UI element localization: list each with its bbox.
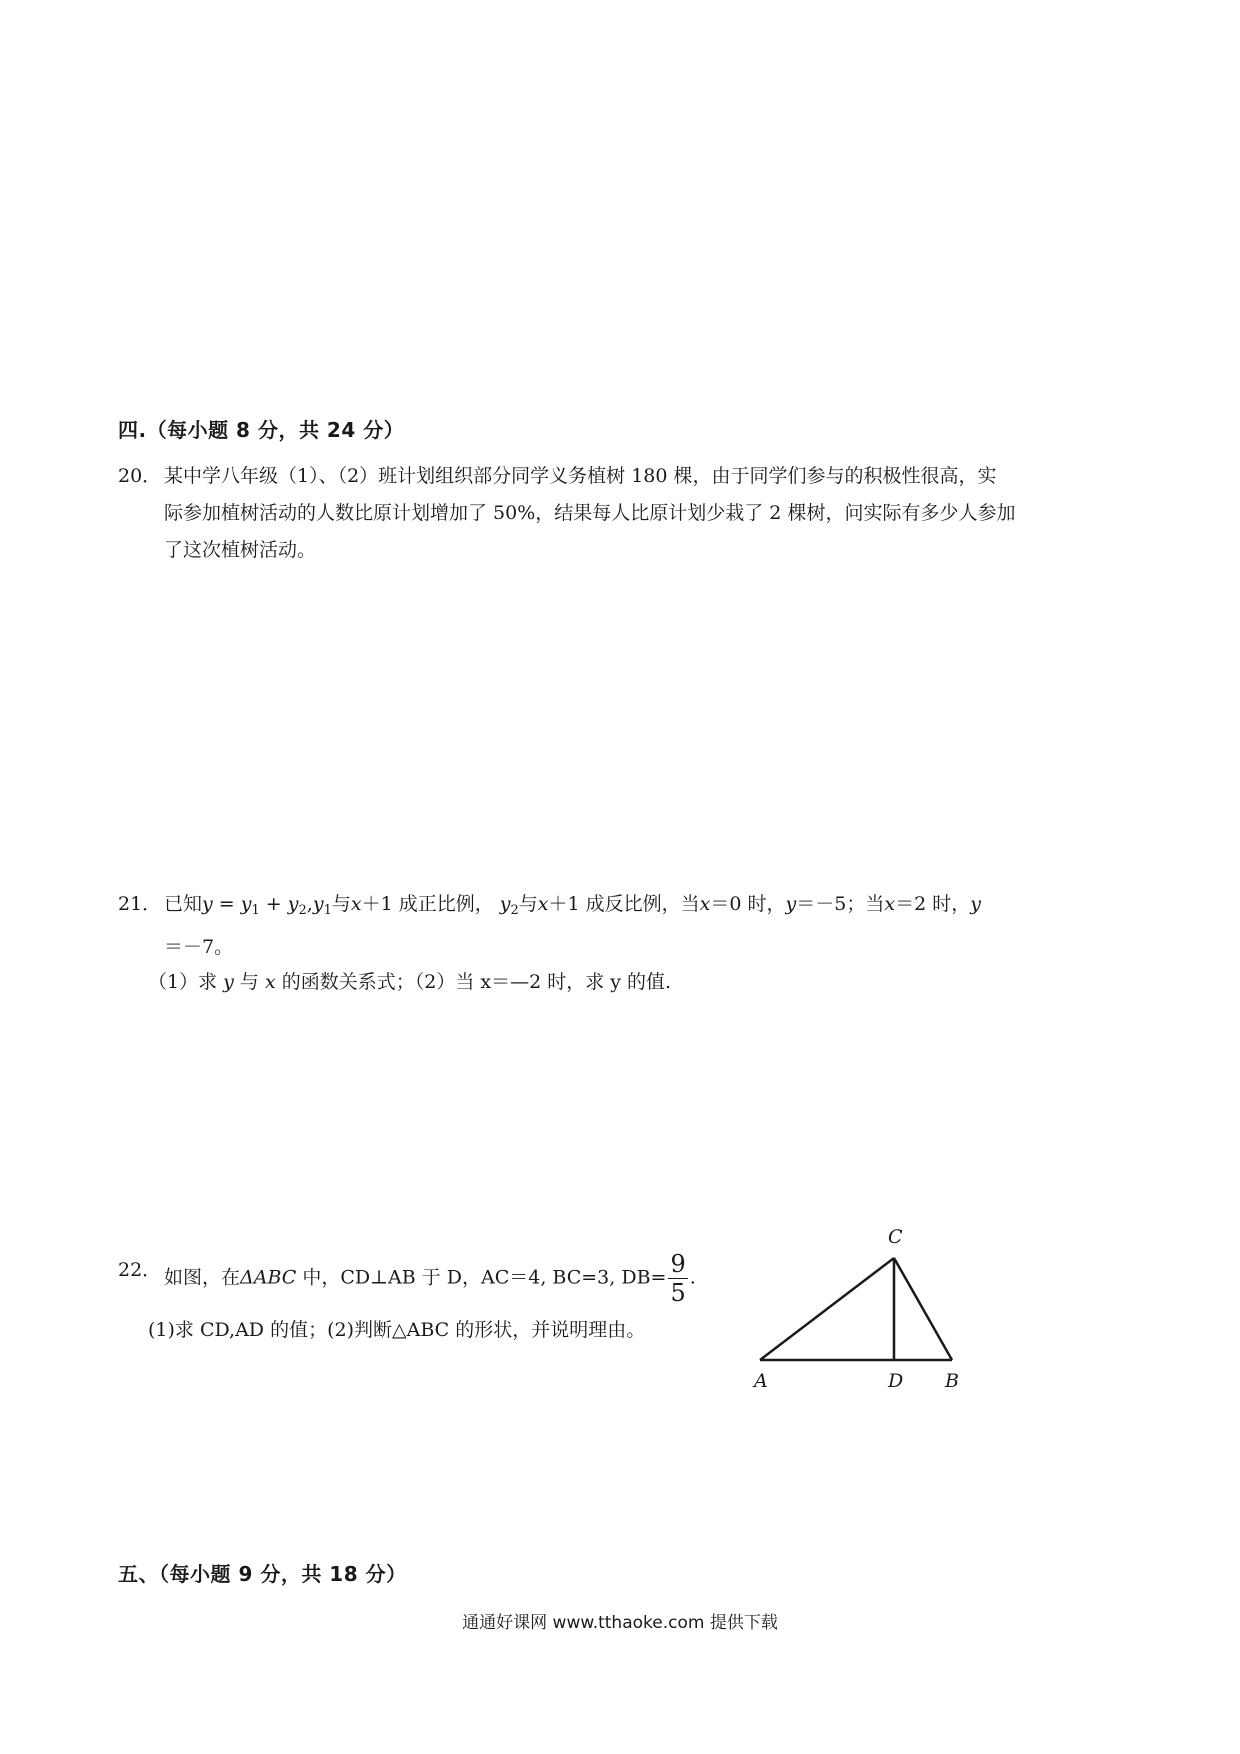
q21-text: ＝2 时， — [895, 893, 971, 915]
question-20 — [118, 458, 1158, 578]
page-footer: 通通好课网 www.tthaoke.com 提供下载 — [462, 1613, 778, 1633]
q21-subscript: 1 — [323, 903, 332, 918]
q21-text: 与 — [331, 893, 351, 915]
section-5-heading: 五、（每小题 9 分，共 18 分） — [118, 1562, 407, 1586]
q21-text: = — [212, 893, 241, 915]
q21-text: ＋1 成正比例， — [361, 893, 494, 915]
question-20-line-1: 某中学八年级（1）、（2）班计划组织部分同学义务植树 180 棵，由于同学们参与的积极性很高，实 — [164, 465, 997, 487]
side-bc — [894, 1258, 952, 1360]
question-21 — [118, 886, 1158, 1006]
q21-var: y — [223, 971, 234, 993]
fraction-numerator: 9 — [670, 1250, 686, 1278]
question-20-line-2: 际参加植树活动的人数比原计划增加了 50%，结果每人比原计划少栽了 2 棵树，问实际有多少人参加 — [164, 502, 1016, 524]
question-22-line-1 — [164, 1252, 724, 1305]
question-22 — [118, 1252, 718, 1352]
q21-subscript: 2 — [298, 903, 307, 918]
vertex-label-a: A — [754, 1370, 768, 1392]
side-ac — [760, 1258, 894, 1360]
q22-text: 中，CD⊥AB 于 D，AC＝4, BC=3, DB= — [296, 1266, 667, 1289]
q21-var: x — [264, 971, 276, 993]
q21-var: y — [970, 893, 981, 915]
fraction-denominator: 5 — [670, 1279, 686, 1307]
vertex-label-d: D — [888, 1370, 904, 1392]
q21-var: x — [537, 893, 549, 915]
q22-text: 如图，在 — [164, 1266, 241, 1289]
q21-text: （1）求 — [148, 971, 224, 993]
q21-text: ＝－5；当 — [796, 893, 885, 915]
q21-text: ＋1 成反比例，当 — [548, 893, 700, 915]
q21-var: x — [699, 893, 711, 915]
vertex-label-c: C — [888, 1226, 903, 1248]
q21-var: y — [240, 893, 252, 915]
question-21-parts — [148, 964, 671, 1001]
q21-var: x — [350, 893, 362, 915]
q21-var: y — [287, 893, 299, 915]
question-22-number: 22． — [118, 1259, 162, 1281]
q21-text: , — [306, 893, 313, 915]
q21-text: ＝0 时， — [710, 893, 786, 915]
question-21-number: 21． — [118, 893, 162, 915]
question-21-line-2: ＝－7。 — [164, 936, 234, 958]
db-fraction — [668, 1252, 687, 1305]
question-21-line-1 — [164, 886, 1144, 929]
triangle-figure — [740, 1210, 980, 1400]
q21-text: 已知 — [164, 893, 203, 915]
q21-var: y — [312, 893, 324, 915]
question-22-line-2: (1)求 CD,AD 的值；(2)判断△ABC 的形状，并说明理由。 — [148, 1319, 646, 1341]
q21-subscript: 2 — [510, 903, 519, 918]
q21-text: + — [259, 893, 288, 915]
vertex-label-b: B — [945, 1370, 959, 1392]
q22-text: . — [689, 1266, 696, 1289]
question-20-line-3: 了这次植树活动。 — [164, 539, 317, 561]
q21-text: 的函数关系式；（2）当 x＝—2 时，求 y 的值. — [275, 971, 672, 993]
q21-subscript: 1 — [251, 903, 260, 918]
q21-var: y — [202, 893, 213, 915]
q21-text: 与 — [233, 971, 265, 993]
q21-text: 与 — [518, 893, 538, 915]
q21-var: y — [499, 893, 511, 915]
question-20-number: 20． — [118, 465, 162, 487]
q22-triangle: ΔABC — [240, 1266, 297, 1289]
q21-var: x — [884, 893, 896, 915]
q21-var: y — [785, 893, 797, 915]
section-4-heading: 四.（每小题 8 分，共 24 分） — [118, 418, 405, 442]
